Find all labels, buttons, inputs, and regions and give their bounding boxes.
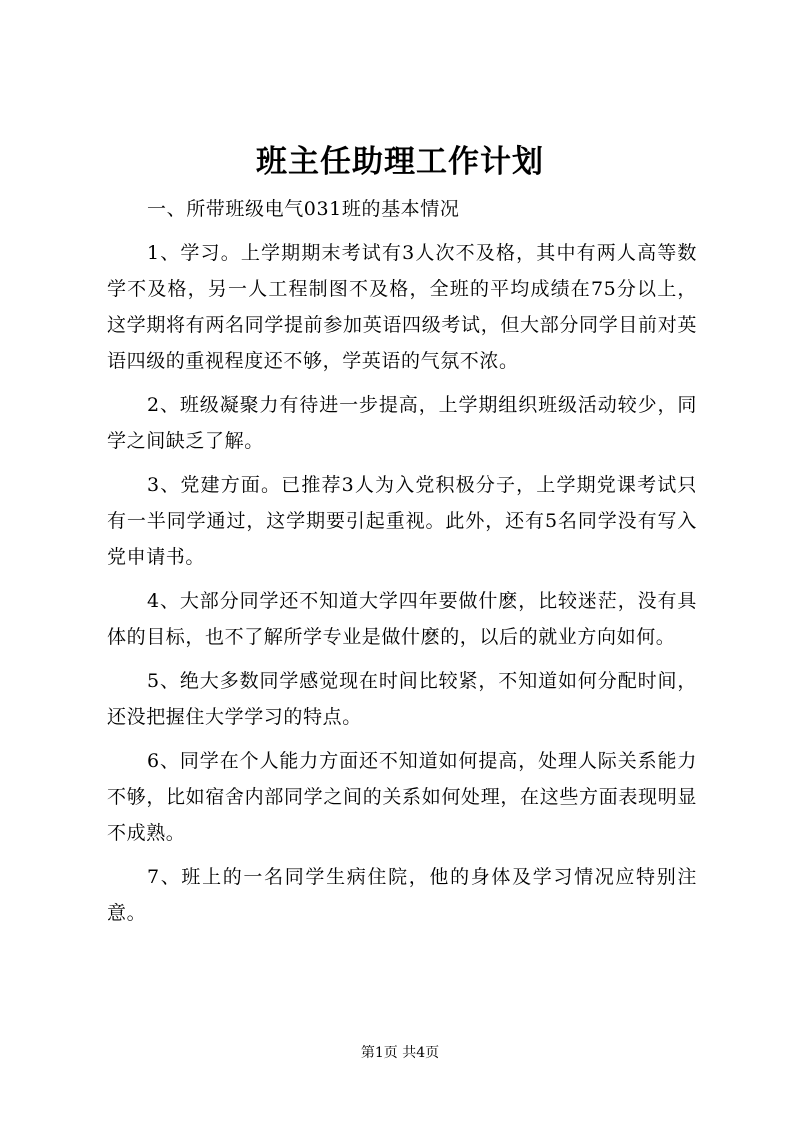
paragraph-goals: 4、大部分同学还不知道大学四年要做什麽，比较迷茫，没有具体的目标，也不了解所学专业是做什麽的，以后的就业方向如何。 bbox=[107, 590, 697, 648]
document-title: 班主任助理工作计划 bbox=[256, 144, 544, 180]
paragraph-party-building: 3、党建方面。已推荐3人为入党积极分子，上学期党课考试只有一半同学通过，这学期要引起重视。此外，还有5名同学没有写入党申请书。 bbox=[107, 474, 697, 568]
paragraph-abilities: 6、同学在个人能力方面还不知道如何提高，处理人际关系能力不够，比如宿舍内部同学之间的关系如何处理，在这些方面表现明显不成熟。 bbox=[107, 750, 697, 844]
document-body bbox=[107, 191, 697, 939]
section-heading: 一、所带班级电气031班的基本情况 bbox=[147, 198, 460, 220]
paragraph-cohesion: 2、班级凝聚力有待进一步提高，上学期组织班级活动较少，同学之间缺乏了解。 bbox=[107, 394, 697, 452]
paragraph-time: 5、绝大多数同学感觉现在时间比较紧，不知道如何分配时间，还没把握住大学学习的特点。 bbox=[107, 670, 697, 728]
paragraph-health: 7、班上的一名同学生病住院，他的身体及学习情况应特别注意。 bbox=[107, 866, 697, 924]
page-footer: 第1页 共4页 bbox=[360, 1045, 440, 1061]
paragraph-study: 1、学习。上学期期末考试有3人次不及格，其中有两人高等数学不及格，另一人工程制图不及格，全班的平均成绩在75分以上，这学期将有两名同学提前参加英语四级考试，但大部分同学目前对英语四级的重视程度还不够，学英语的气氛不浓。 bbox=[107, 242, 697, 372]
